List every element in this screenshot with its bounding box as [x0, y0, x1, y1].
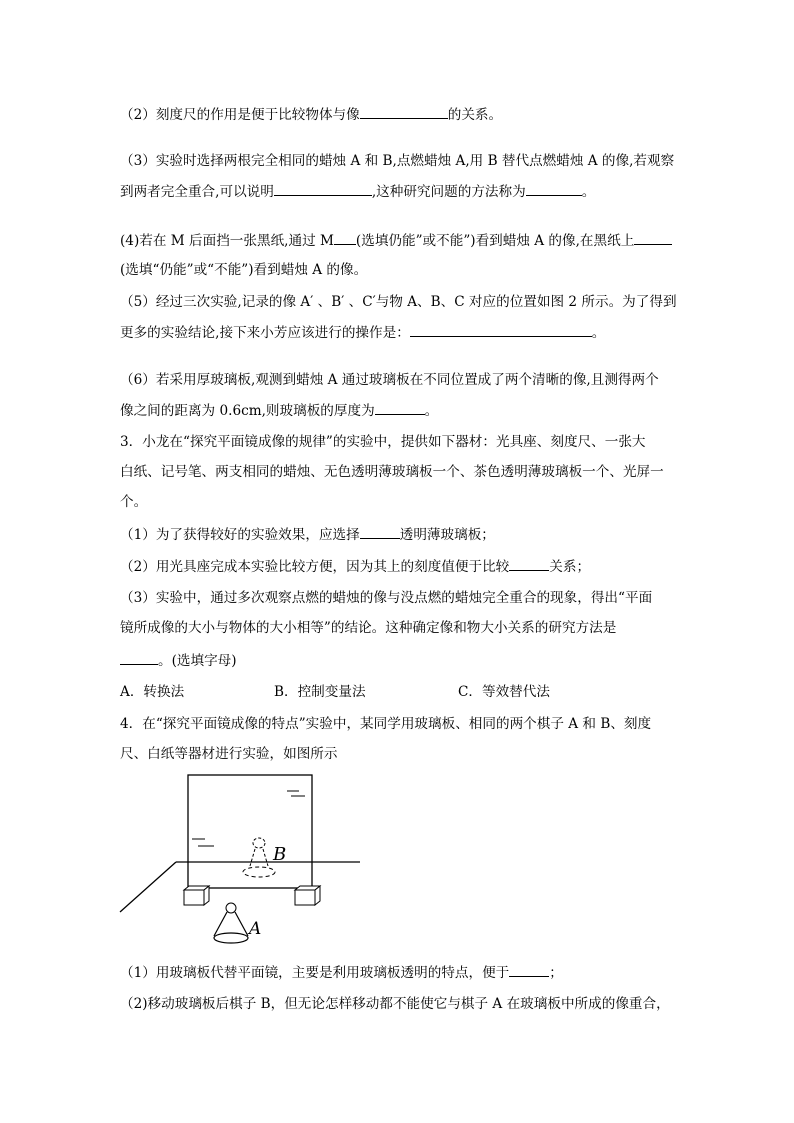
q2-part5-line1: （5）经过三次实验,记录的像 A′ 、B′ 、C′与物 A、B、C 对应的位置如图 2 所示。为了得到 — [120, 294, 677, 310]
piece-a-base — [214, 933, 248, 943]
support-right — [295, 890, 315, 905]
q2-part5-line2: 更多的实验结论,接下来小芳应该进行的操作是： 。 — [120, 322, 605, 343]
q2-part4-line1: (4)若在 M 后面挡一张黑纸,通过 M (选填仍能”或不能”)看到蜡烛 A 的像,在黑纸上 — [120, 230, 672, 251]
label-b: B — [273, 844, 287, 865]
q4-sub2: （2)移动玻璃板后棋子 B，但无论怎样移动都不能使它与棋子 A 在玻璃板中所成的像重合， — [120, 996, 670, 1012]
q3-sub1: （1）为了获得较好的实验效果，应选择 透明薄玻璃板； — [120, 524, 495, 545]
q2-part2: （2）刻度尺的作用是便于比较物体与像 的关系。 — [120, 104, 502, 125]
q2-part6-line1: （6）若采用厚玻璃板,观测到蜡烛 A 通过玻璃板在不同位置成了两个清晰的像,且测得两个 — [120, 372, 659, 388]
q2-part4-line2: (选填“仍能”或“不能”)看到蜡烛 A 的像。 — [120, 262, 368, 278]
q3-sub3-line2: 镜所成像的大小与物体的大小相等”的结论。这种确定像和物大小关系的研究方法是 — [120, 620, 617, 636]
q4-sub1: （1）用玻璃板代替平面镜，主要是利用玻璃板透明的特点，便于 ； — [120, 962, 563, 983]
q4-stem-line2: 尺、白纸等器材进行实验，如图所示 — [120, 746, 338, 762]
q2-part3-line1: （3）实验时选择两根完全相同的蜡烛 A 和 B,点燃蜡烛 A,用 B 替代点燃蜡烛 A 的像,若观察 — [120, 153, 675, 169]
piece-b-side — [263, 849, 268, 866]
q3-stem-line2: 白纸、记号笔、两支相同的蜡烛、无色透明薄玻璃板一个、茶色透明薄玻璃板一个、光屏一 — [120, 464, 664, 480]
support-right-side — [315, 886, 320, 905]
option-c[interactable]: C．等效替代法 — [458, 684, 550, 700]
q3-sub2: （2）用光具座完成本实验比较方便，因为其上的刻度值便于比较 关系； — [120, 556, 590, 577]
q3-sub3-line3: 。(选填字母) — [120, 650, 237, 671]
answer-blank[interactable] — [509, 962, 549, 977]
q3-stem-line1: 3．小龙在“探究平面镜成像的规律”的实验中，提供如下器材：光具座、刻度尺、一张大 — [120, 434, 646, 450]
piece-b-base — [243, 867, 275, 877]
q2-part3-line2: 到两者完全重合,可以说明 ,这种研究问题的方法称为 。 — [120, 181, 595, 202]
q2-part6-line2: 像之间的距离为 0.6cm,则玻璃板的厚度为 。 — [120, 400, 438, 421]
support-left — [184, 890, 204, 905]
table-side-edge — [120, 862, 176, 912]
label-a: A — [249, 919, 262, 939]
piece-b-head — [253, 838, 265, 848]
piece-a-head — [226, 903, 236, 913]
q4-stem-line1: 4．在“探究平面镜成像的特点”实验中，某同学用玻璃板、相同的两个棋子 A 和 B、刻度 — [120, 716, 652, 732]
q3-sub3-line1: （3）实验中，通过多次观察点燃的蜡烛的像与没点燃的蜡烛完全重合的现象，得出“平面 — [120, 590, 653, 606]
option-a[interactable]: A．转换法 — [120, 684, 185, 700]
glass-plate — [188, 775, 312, 888]
piece-a-side — [235, 912, 248, 936]
option-b[interactable]: B．控制变量法 — [274, 684, 366, 700]
support-left-side — [204, 886, 209, 905]
q3-stem-line3: 个。 — [120, 494, 148, 510]
piece-b-side — [250, 849, 255, 866]
piece-a-side — [214, 912, 227, 936]
